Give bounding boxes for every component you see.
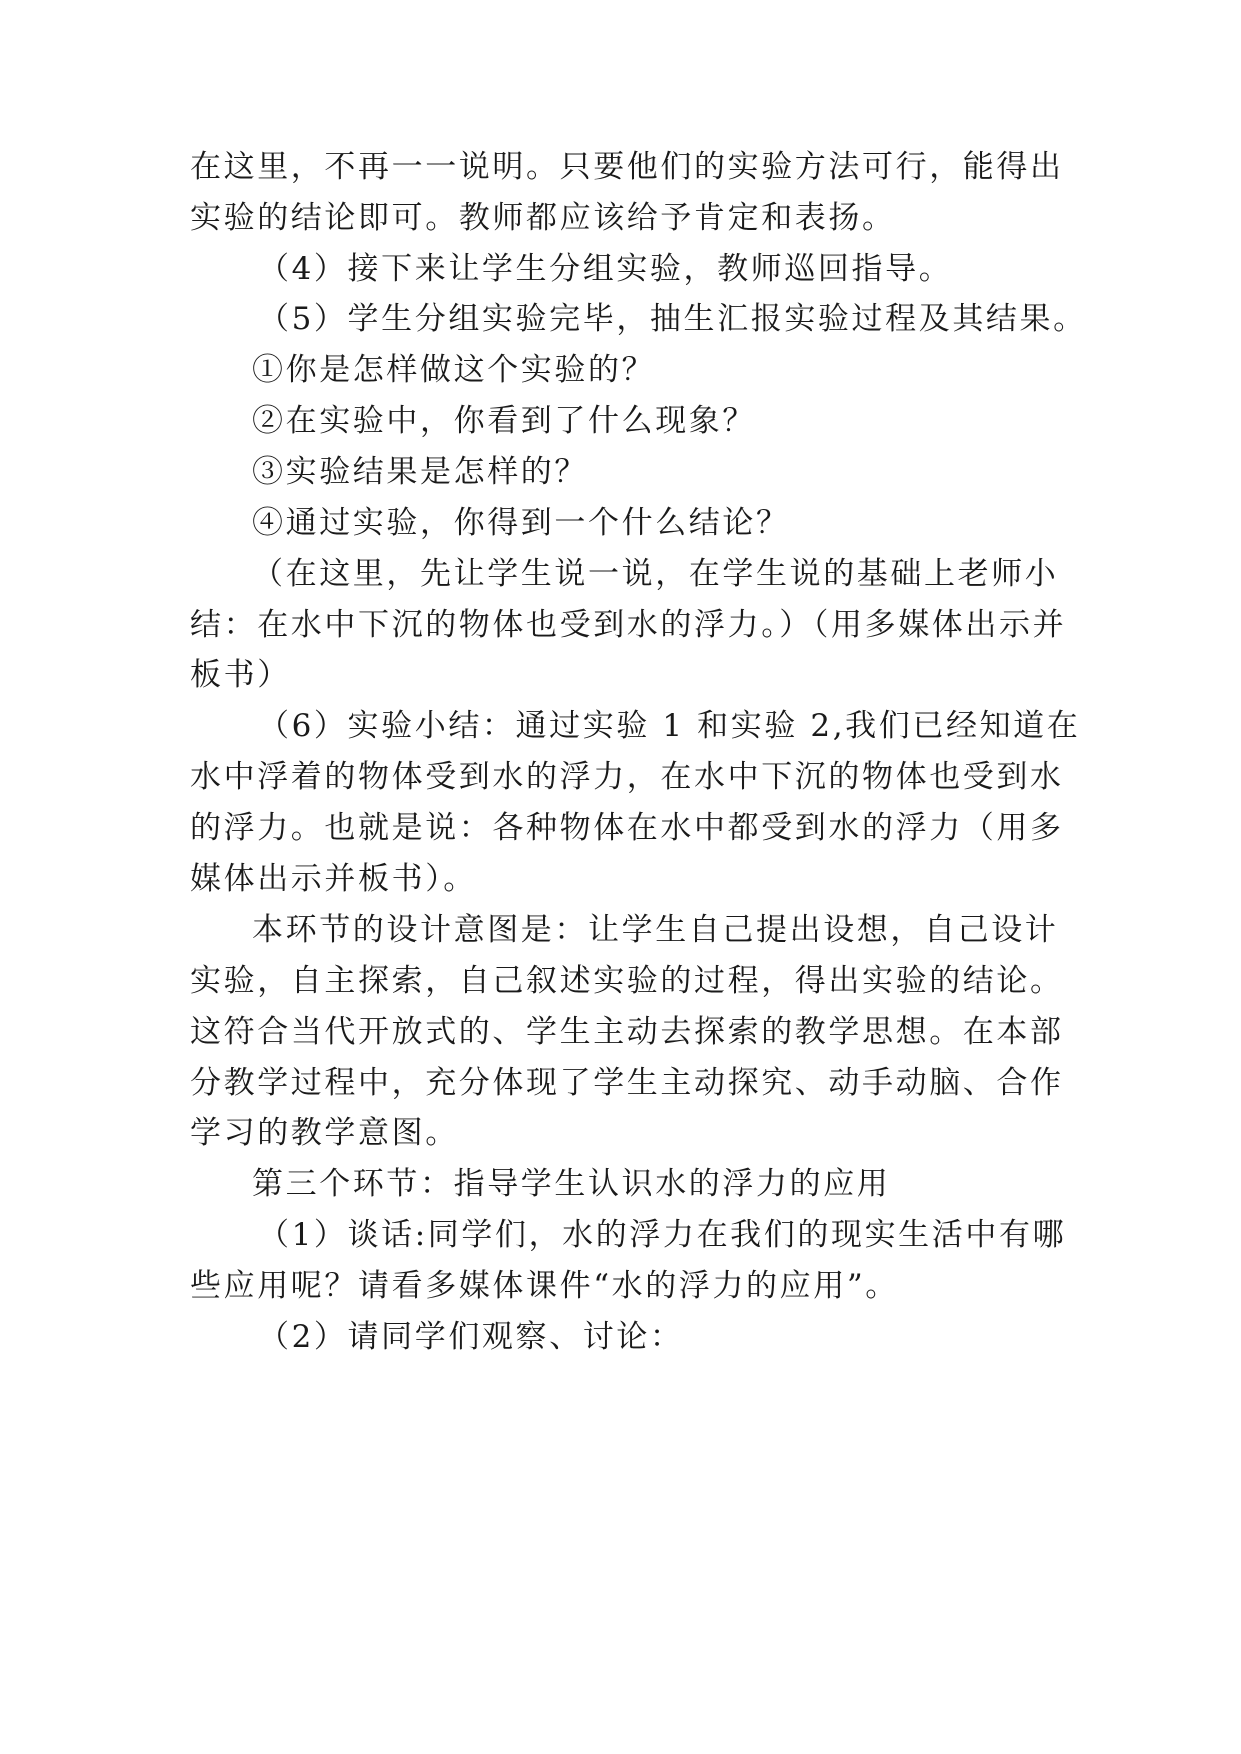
paragraph-line: 实验，自主探索，自己叙述实验的过程，得出实验的结论。 [190,963,1064,999]
paragraph-line: ①你是怎样做这个实验的？ [252,352,656,388]
paragraph-line: 水中浮着的物体受到水的浮力，在水中下沉的物体也受到水 [190,759,1064,795]
paragraph-line: （5）学生分组实验完毕，抽生汇报实验过程及其结果。 [258,301,1087,337]
paragraph-line: ②在实验中，你看到了什么现象？ [252,403,756,439]
section-heading: 第三个环节：指导学生认识水的浮力的应用 [252,1166,891,1202]
paragraph-line: （在这里，先让学生说一说，在学生说的基础上老师小 [252,556,1059,592]
paragraph-line: （1）谈话:同学们，水的浮力在我们的现实生活中有哪 [258,1217,1067,1253]
paragraph-line: 的浮力。也就是说：各种物体在水中都受到水的浮力（用多 [190,810,1064,846]
paragraph-line: 些应用呢？请看多媒体课件“水的浮力的应用”。 [190,1268,899,1304]
paragraph-line: 板书） [190,657,291,693]
paragraph-line: 媒体出示并板书）。 [190,861,477,897]
paragraph-line: （6）实验小结：通过实验 1 和实验 2,我们已经知道在 [258,708,1081,744]
paragraph-line: 结：在水中下沉的物体也受到水的浮力。）（用多媒体出示并 [190,607,1067,643]
paragraph-line: 实验的结论即可。教师都应该给予肯定和表扬。 [190,200,896,236]
paragraph-line: 在这里，不再一一说明。只要他们的实验方法可行，能得出 [190,149,1064,185]
paragraph-line: （4）接下来让学生分组实验，教师巡回指导。 [258,251,953,287]
paragraph-line: ④通过实验，你得到一个什么结论？ [252,505,790,541]
paragraph-line: ③实验结果是怎样的？ [252,454,588,490]
paragraph-line: 学习的教学意图。 [190,1115,459,1151]
paragraph-line: 这符合当代开放式的、学生主动去探索的教学思想。在本部 [190,1014,1064,1050]
paragraph-line: 本环节的设计意图是：让学生自己提出设想，自己设计 [252,912,1059,948]
paragraph-line: 分教学过程中，充分体现了学生主动探究、动手动脑、合作 [190,1065,1064,1101]
paragraph-line: （2）请同学们观察、讨论： [258,1319,684,1355]
